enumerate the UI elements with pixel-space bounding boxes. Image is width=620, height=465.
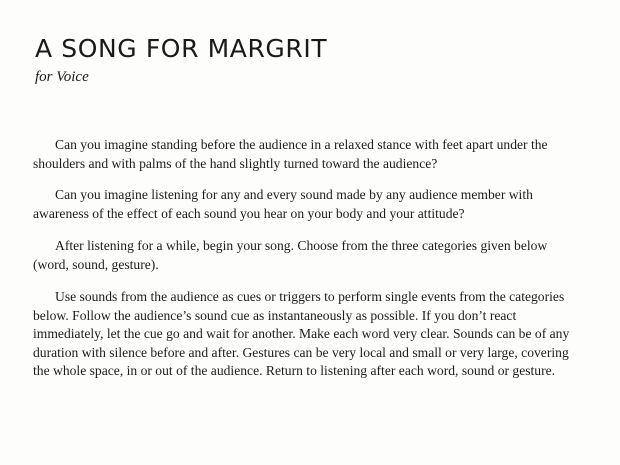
page-title: A SONG FOR MARGRIT: [35, 34, 328, 63]
instruction-paragraph-4: Use sounds from the audience as cues or triggers to perform single events from the categories below. Follow the audience’s sound cue as instantaneously as possible. If you don’t react immediately, let the cue go and wait for another. Make each word very clear. Sounds can be of any duration with silence before and after. Gestures can be very local and small or very large, covering the whole space, in or out of the audience. Return to listening after each word, sound or gesture.: [33, 289, 570, 378]
instruction-paragraph-2: Can you imagine listening for any and every sound made by any audience member with awareness of the effect of each sound you hear on your body and your attitude?: [33, 187, 533, 221]
instruction-paragraph-1: Can you imagine standing before the audience in a relaxed stance with feet apart under the shoulders and with palms of the hand slightly turned toward the audience?: [33, 137, 548, 171]
instruction-paragraph-3: After listening for a while, begin your song. Choose from the three categories given below (word, sound, gesture).: [33, 238, 548, 272]
page-subtitle: for Voice: [35, 69, 89, 85]
